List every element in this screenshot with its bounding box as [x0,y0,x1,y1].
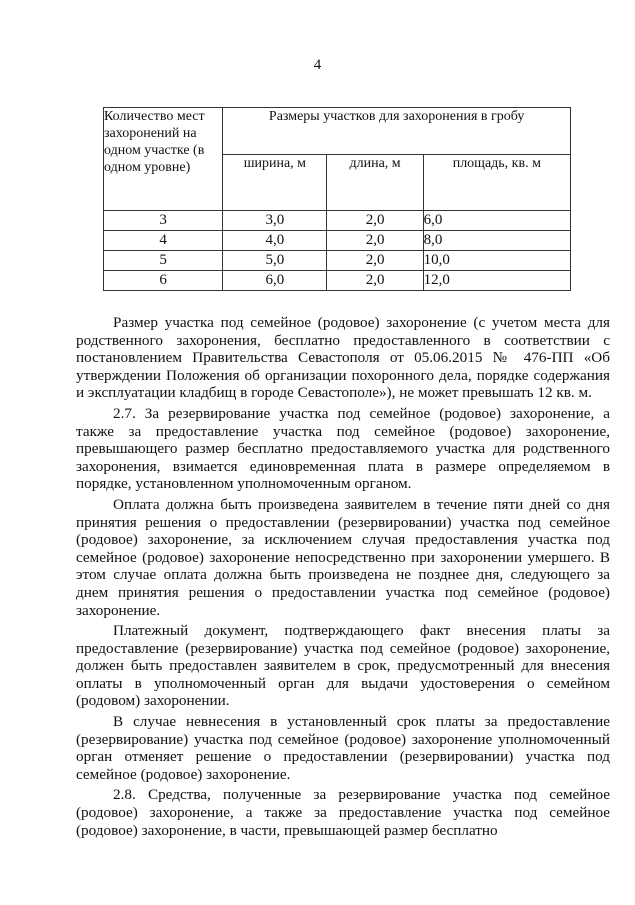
plot-sizes-table [103,107,571,291]
cell-count: 6 [104,271,223,291]
header-burial-count: Количество мест захоронений на одном участке (в одном уровне) [104,108,223,211]
cell-count: 4 [104,231,223,251]
document-body [76,314,610,842]
cell-count: 3 [104,211,223,231]
paragraph-payment-document: Платежный документ, подтверждающего факт внесения платы за предоставление (резервирование) участка под семейное (родовое) захоронение, должен быть предоставлен заявителем в срок, предусмотренный для внесения оплаты в уполномоченный орган для выдачи удостоверения о семейном (родовом) захоронении. [76,622,610,710]
paragraph-2-7-fee: 2.7. За резервирование участка под семейное (родовое) захоронение, а также за предоставление участка под семейное (родовое) захоронение, превышающего размер бесплатно предоставляемого участка для родственного захоронения, взимается единовременная плата в размере определяемом в порядке, установленном уполномоченным органом. [76,404,610,493]
cell-count: 5 [104,251,223,271]
table-row [104,271,571,291]
cell-length: 2,0 [327,251,423,271]
cell-length: 2,0 [327,271,423,291]
cell-length: 2,0 [327,231,423,251]
page-number: 4 [313,57,322,73]
table-row [104,251,571,271]
cell-area: 10,0 [423,251,570,271]
header-length: длина, м [327,154,423,210]
paragraph-non-payment: В случае невнесения в установленный срок платы за предоставление (резервирование) участка под семейное (родовое) захоронение уполномоченный орган отменяет решение о предоставлении (резервировании) участка под семейное (родовое) захоронение. [76,713,610,783]
cell-width: 6,0 [223,271,327,291]
cell-length: 2,0 [327,211,423,231]
paragraph-2-8-funds: 2.8. Средства, полученные за резервирование участка под семейное (родовое) захоронение, а также за предоставление участка под семейное (родовое) захоронение, в части, превышающей размер бесплатно [76,786,610,839]
cell-width: 5,0 [223,251,327,271]
cell-area: 12,0 [423,271,570,291]
cell-area: 8,0 [423,231,570,251]
cell-width: 3,0 [223,211,327,231]
cell-width: 4,0 [223,231,327,251]
table-header-row [104,108,571,155]
table-row [104,231,571,251]
header-area: площадь, кв. м [423,154,570,210]
paragraph-payment-deadline: Оплата должна быть произведена заявителем в течение пяти дней со дня принятия решения о предоставлении (резервировании) участка под семейное (родовое) захоронение, за исключением случая предоставления участка под семейное (родовое) захоронение непосредственно при захоронении умершего. В этом случае оплата должна быть произведена не позднее дня, следующего за днем принятия решения о предоставлении участка под семейное (родовое) захоронение. [76,495,610,619]
table-row [104,211,571,231]
header-plot-sizes: Размеры участков для захоронения в гробу [223,108,571,155]
cell-area: 6,0 [423,211,570,231]
paragraph-plot-size-limit: Размер участка под семейное (родовое) захоронение (с учетом места для родственного захоронения, бесплатно предоставленного в соответствии с постановлением Правительства Севастополя от 05.06.2015 № 476-ПП «Об утверждении Положения об организации похоронного дела, порядке содержания и эксплуатации кладбищ в городе Севастополе»), не может превышать 12 кв. м. [76,314,610,402]
header-width: ширина, м [223,154,327,210]
